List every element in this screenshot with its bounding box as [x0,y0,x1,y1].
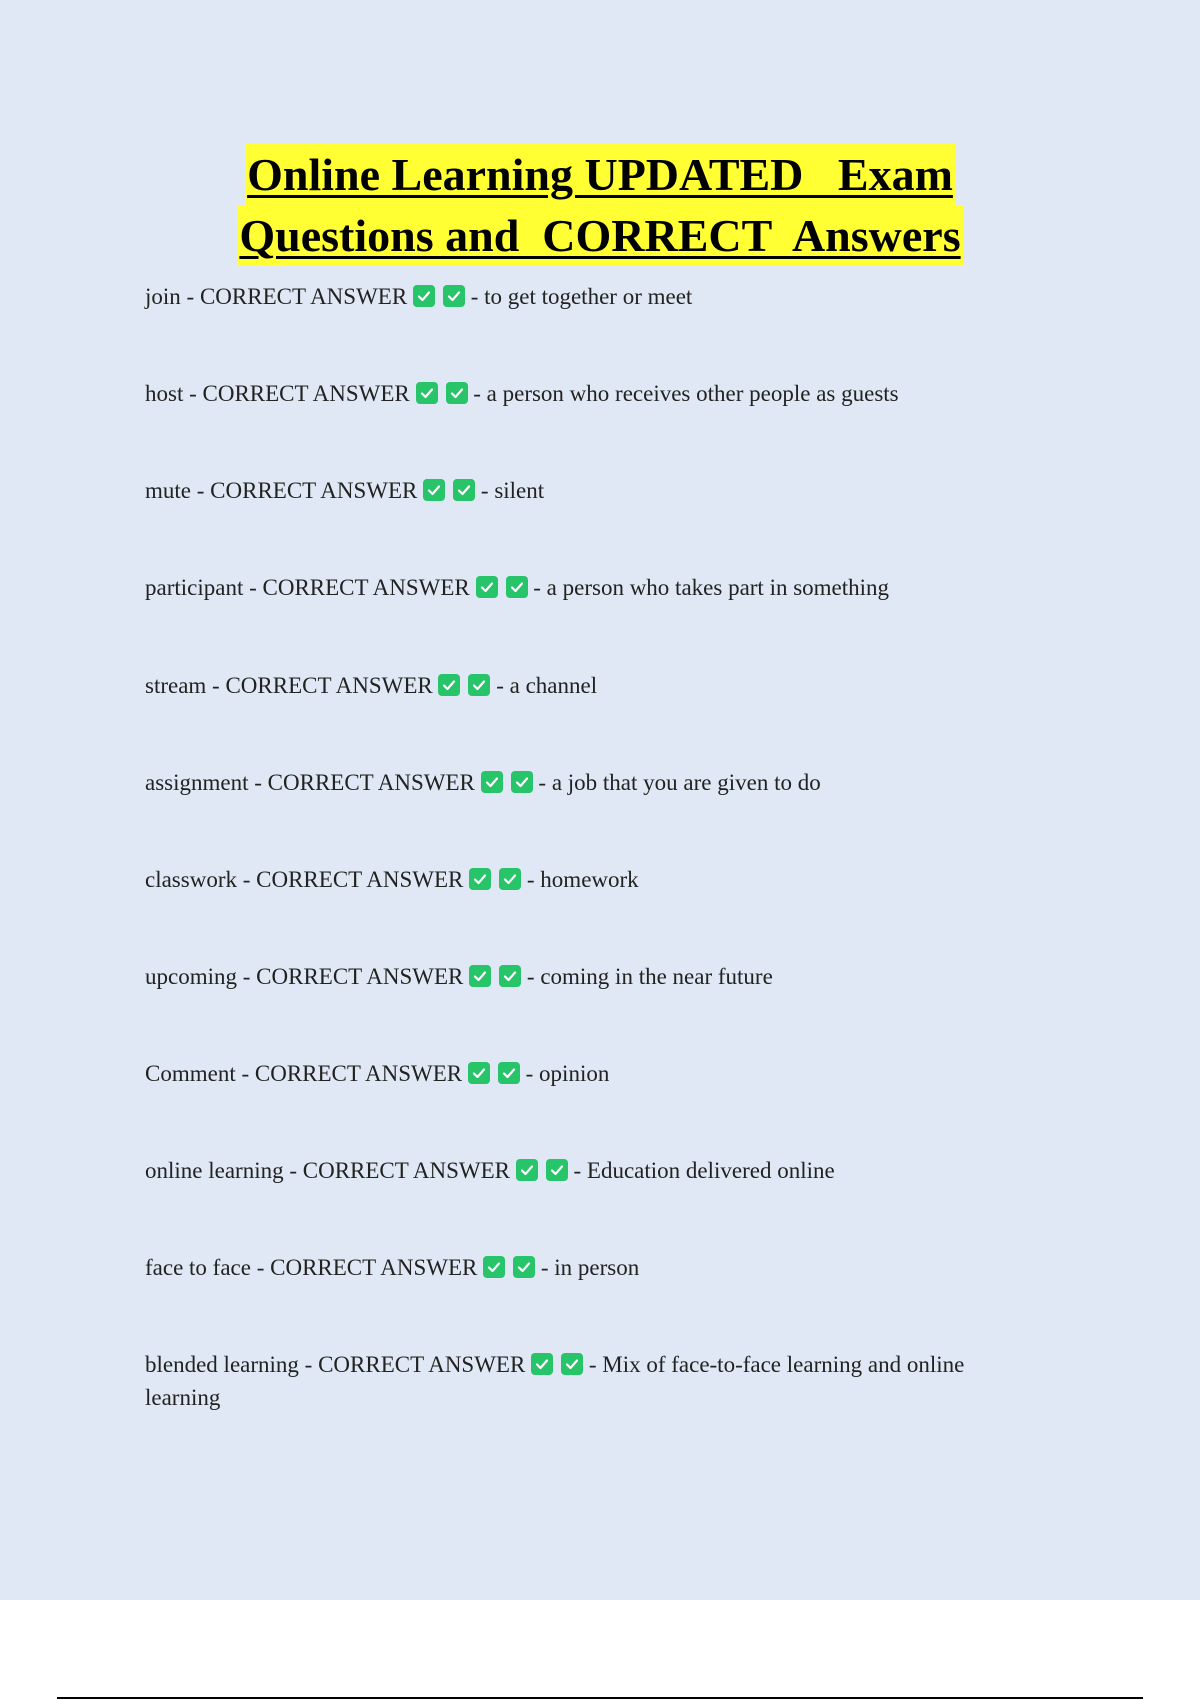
entry-definition: - Mix of face-to-face learning and online learning [145,1352,965,1410]
check-mark-icon [483,1256,505,1278]
check-mark-icon [469,868,491,890]
check-mark-icon [446,382,468,404]
check-mark-icon [469,965,491,987]
check-mark-icon [499,868,521,890]
check-mark-icon [498,1062,520,1084]
list-item [145,571,1045,604]
entry-term: mute - CORRECT ANSWER [145,478,418,503]
list-item [145,377,1045,410]
list-item [145,863,1045,896]
check-mark-icon [413,285,435,307]
entry-term: assignment - CORRECT ANSWER [145,770,475,795]
entry-definition: - opinion [525,1061,610,1086]
entry-term: join - CORRECT ANSWER [145,284,408,309]
entry-term: classwork - CORRECT ANSWER [145,867,464,892]
title-line-1: Online Learning UPDATED Exam [245,144,955,205]
entry-definition: - to get together or meet [470,284,693,309]
title-line-2: Questions and CORRECT Answers [237,205,962,266]
entry-term: face to face - CORRECT ANSWER [145,1255,478,1280]
check-mark-icon [513,1256,535,1278]
check-mark-icon [468,1062,490,1084]
check-mark-icon [416,382,438,404]
entry-definition: - a job that you are given to do [538,770,821,795]
entry-term: Comment - CORRECT ANSWER [145,1061,463,1086]
check-mark-icon [476,576,498,598]
entry-definition: - silent [480,478,545,503]
entry-term: participant - CORRECT ANSWER [145,575,470,600]
check-mark-icon [546,1159,568,1181]
check-mark-icon [531,1353,553,1375]
list-item [145,1057,1045,1090]
list-item [145,280,1045,313]
entry-definition: - coming in the near future [526,964,773,989]
entry-definition: - a channel [496,673,598,698]
check-mark-icon [453,479,475,501]
list-item [145,766,1045,799]
entry-definition: - a person who takes part in something [533,575,890,600]
check-mark-icon [423,479,445,501]
page-title [0,144,1200,266]
entry-term: host - CORRECT ANSWER [145,381,410,406]
check-mark-icon [506,576,528,598]
entry-term: online learning - CORRECT ANSWER [145,1158,511,1183]
check-mark-icon [511,771,533,793]
entry-definition: - a person who receives other people as guests [473,381,899,406]
list-item [145,1251,1045,1284]
entry-definition: - homework [526,867,639,892]
entry-definition: - Education delivered online [573,1158,835,1183]
list-item [145,669,1045,702]
footer-divider [57,1697,1143,1699]
entry-term: blended learning - CORRECT ANSWER [145,1352,526,1377]
list-item [145,1154,1045,1187]
check-mark-icon [443,285,465,307]
entry-term: upcoming - CORRECT ANSWER [145,964,464,989]
list-item [145,474,1045,507]
entry-term: stream - CORRECT ANSWER [145,673,433,698]
check-mark-icon [516,1159,538,1181]
check-mark-icon [468,674,490,696]
check-mark-icon [499,965,521,987]
check-mark-icon [481,771,503,793]
check-mark-icon [438,674,460,696]
entry-definition: - in person [540,1255,640,1280]
list-item [145,1348,1045,1414]
list-item [145,960,1045,993]
check-mark-icon [561,1353,583,1375]
